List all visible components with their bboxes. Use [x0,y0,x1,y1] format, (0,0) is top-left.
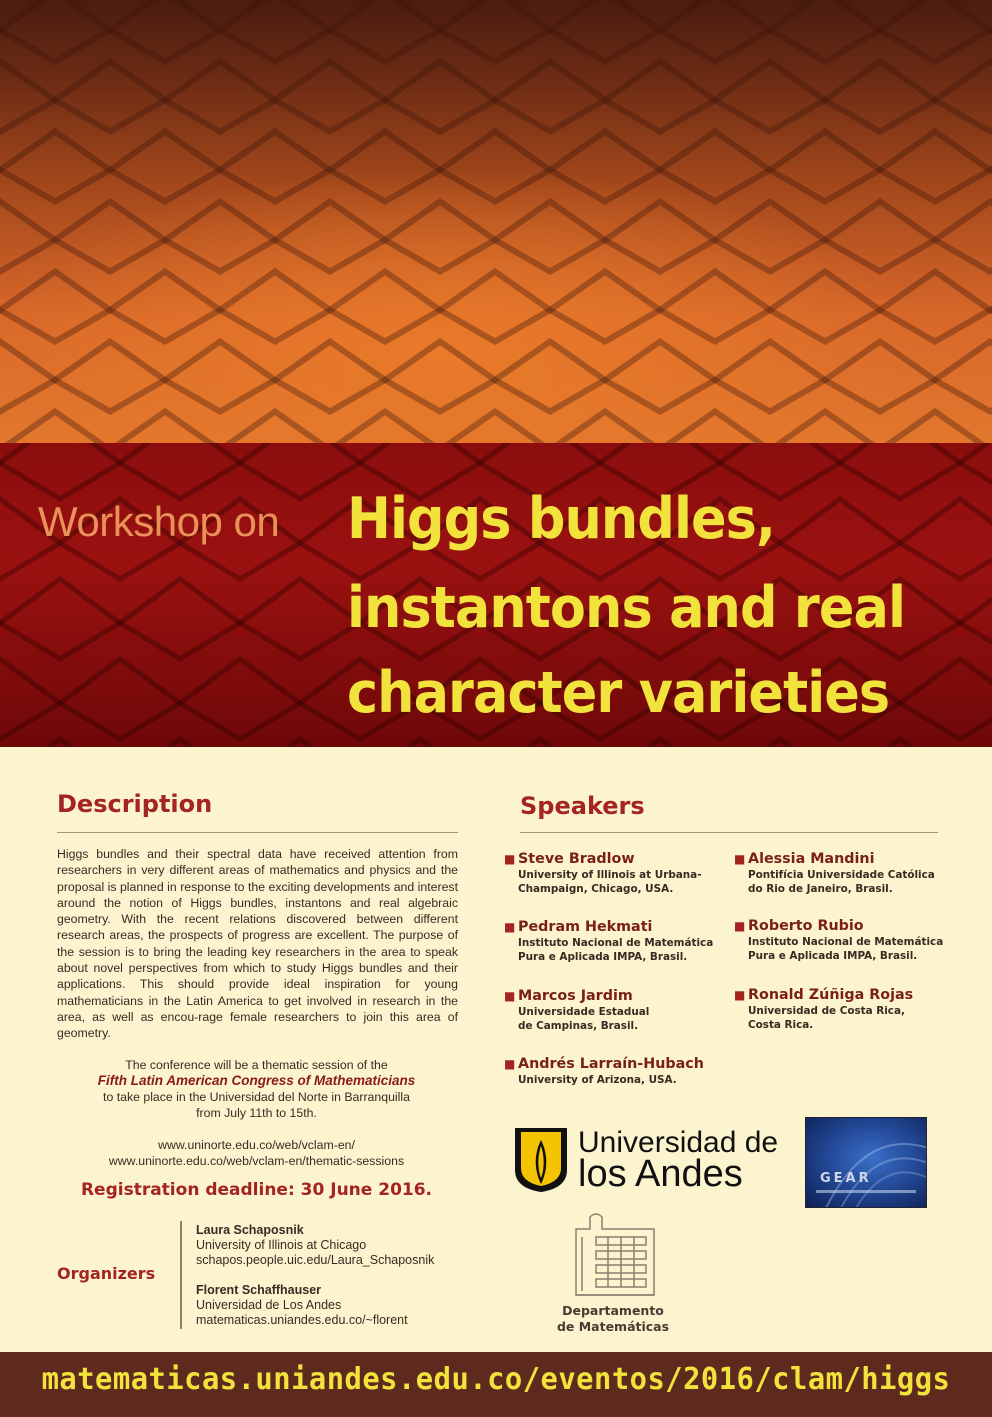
speaker-name: Roberto Rubio [748,918,864,934]
speaker-pedram-hekmati [504,919,733,964]
gear-text: GEAR [820,1171,872,1186]
speaker-affiliation-1: Universidad de Costa Rica, [748,1005,905,1017]
department-line1: Departamento [562,1303,664,1318]
bullet-icon: ■ [504,920,516,934]
bullet-icon: ■ [734,919,746,933]
link-vclam[interactable]: www.uninorte.edu.co/web/vclam-en/ [158,1138,355,1152]
organizers-divider [180,1221,182,1329]
organizers-label: Organizers [57,1264,156,1283]
speaker-name: Steve Bradlow [518,851,635,867]
organizer-name: Laura Schaposnik [196,1223,304,1237]
organizer-name: Florent Schaffhauser [196,1283,322,1297]
uniandes-line1: Universidad de [578,1126,779,1159]
speaker-affiliation-2: de Campinas, Brasil. [518,1020,639,1032]
organizer-url[interactable]: matematicas.uniandes.edu.co/~florent [196,1313,408,1327]
hero-image [0,0,992,443]
speaker-affiliation-2: Pura e Aplicada IMPA, Brasil. [748,950,918,962]
speaker-affiliation-1: Instituto Nacional de Matemática [518,937,714,949]
speaker-affiliation-1: Pontifícia Universidade Católica [748,869,935,881]
title-line-3: character varieties [347,660,890,726]
speakers-heading: Speakers [520,792,645,820]
title-line-1: Higgs bundles, [347,486,775,552]
speaker-andres-larrain-hubach [504,1056,733,1087]
bullet-icon: ■ [734,988,746,1002]
link-thematic-sessions[interactable]: www.uninorte.edu.co/web/vclam-en/thematic-sessions [108,1154,405,1168]
speaker-name: Alessia Mandini [748,851,875,867]
conference-intro: The conference will be a thematic session of the [125,1058,388,1072]
speaker-alessia-mandini [734,851,963,896]
hero-net-pattern [0,0,992,443]
math-building-icon [572,1207,658,1299]
organizer-url[interactable]: schapos.people.uic.edu/Laura_Schaposnik [196,1253,435,1267]
conference-dates: from July 11th to 15th. [196,1106,317,1120]
congress-name: Fifth Latin American Congress of Mathematicians [97,1073,416,1088]
speakers-rule [520,832,938,833]
speaker-affiliation-1: University of Arizona, USA. [518,1074,677,1086]
conference-place: to take place in the Universidad del Norte in Barranquilla [103,1090,410,1104]
bullet-icon: ■ [504,852,516,866]
organizer-2 [196,1283,408,1328]
organizer-affiliation: University of Illinois at Chicago [196,1238,367,1252]
event-url[interactable]: matematicas.uniandes.edu.co/eventos/2016/clam/higgs [41,1362,951,1397]
description-rule [57,832,458,833]
department-name [548,1303,678,1335]
speaker-steve-bradlow [504,851,733,896]
speaker-name: Andrés Larraín-Hubach [518,1056,704,1072]
bullet-icon: ■ [504,1057,516,1071]
gear-logo [805,1117,927,1208]
bullet-icon: ■ [504,989,516,1003]
gear-subtitle-bar [816,1190,916,1193]
speaker-affiliation-1: Universidade Estadual [518,1006,650,1018]
speaker-name: Marcos Jardim [518,988,633,1004]
description-body: Higgs bundles and their spectral data have received attention from researchers in very different areas of mathematics and physics and the proposal is planned in response to the exciting developments and interest around the notion of Higgs bundles, instantons and real algebraic geometry. With the recent relations discovered between different research areas, the prospects of progress are excellent. The purpose of the session is to bring the leading key researchers in the area to speak about novel perspectives from which to study Higgs bundles and their applications. This should provide ideal inspiration for young mathematicians in the Latin America to get involved in research in the area, as well as encou-rage female researchers to join this area of geometry. [57,847,458,1041]
description-heading: Description [57,790,213,818]
speaker-affiliation-1: Instituto Nacional de Matemática [748,936,944,948]
conference-info [50,1057,463,1121]
uniandes-line2: los Andes [578,1153,743,1195]
speaker-roberto-rubio [734,918,963,963]
gear-swirl-icon [806,1118,927,1208]
workshop-prefix: Workshop on [38,498,280,545]
uniandes-logo [513,1126,779,1196]
speaker-ronald-zuniga-rojas [734,987,963,1032]
speaker-affiliation-2: Champaign, Chicago, USA. [518,883,674,895]
speaker-affiliation-2: do Rio de Janeiro, Brasil. [748,883,893,895]
speaker-affiliation-2: Costa Rica. [748,1019,814,1031]
registration-deadline: Registration deadline: 30 June 2016. [80,1180,433,1200]
speaker-name: Ronald Zúñiga Rojas [748,987,914,1003]
speaker-name: Pedram Hekmati [518,919,653,935]
department-line2: de Matemáticas [556,1319,670,1334]
title-line-2: instantons and real [347,575,906,641]
speaker-marcos-jardim [504,988,733,1033]
organizer-1 [196,1223,434,1268]
speaker-affiliation-2: Pura e Aplicada IMPA, Brasil. [518,951,688,963]
footer-bar [0,1352,992,1417]
bullet-icon: ■ [734,852,746,866]
conference-links [50,1137,463,1169]
uniandes-shield-icon [513,1126,569,1194]
organizer-affiliation: Universidad de Los Andes [196,1298,342,1312]
speaker-affiliation-1: University of Illinois at Urbana- [518,869,702,881]
